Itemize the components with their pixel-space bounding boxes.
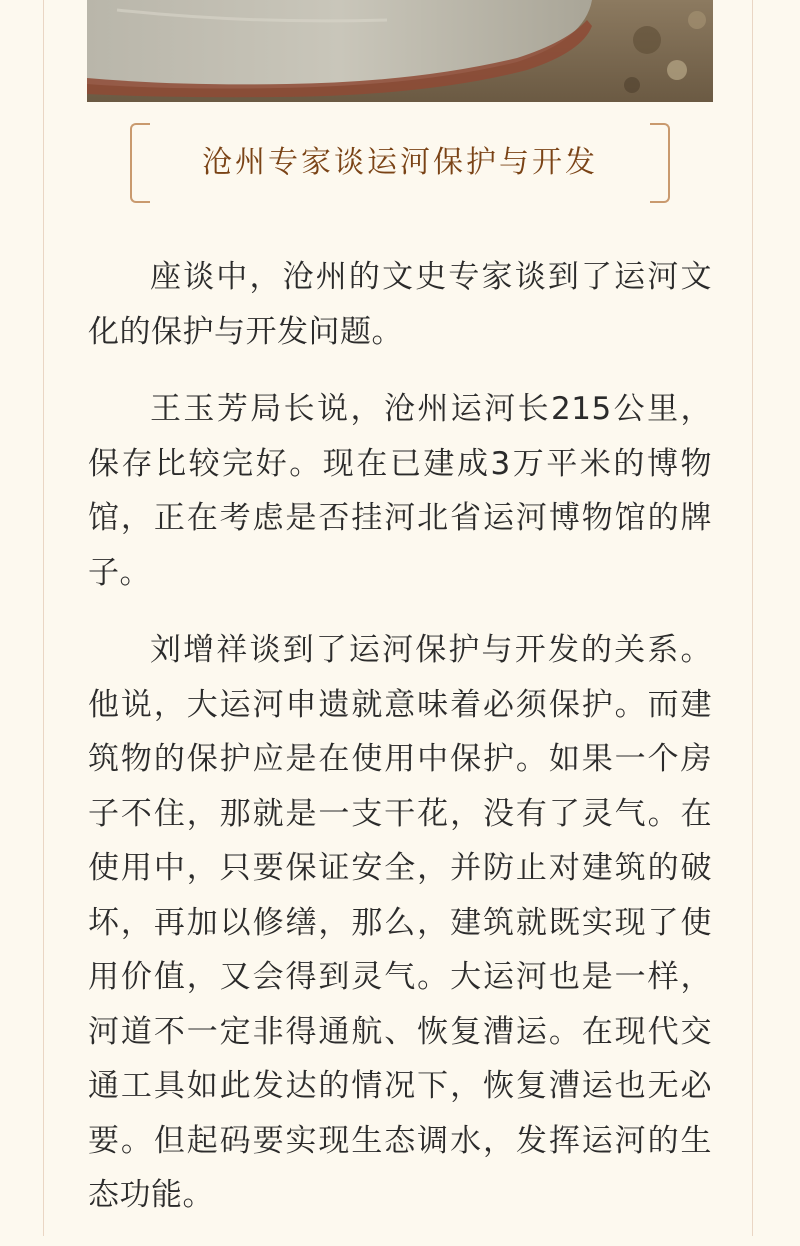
frame-corner xyxy=(650,123,670,143)
paragraph: 刘增祥谈到了运河保护与开发的关系。他说，大运河申遗就意味着必须保护。而建筑物的保护应是在使用中保护。如果一个房子不住，那就是一支干花，没有了灵气。在使用中，只要保证安全，并防止对建筑的破坏，再加以修缮，那么，建筑就既实现了使用价值，又会得到灵气。大运河也是一样，河道不一定非得通航、恢复漕运。在现代交通工具如此发达的情况下，恢复漕运也无必要。但起码要实现生态调水，发挥运河的生态功能。 xyxy=(88,632,712,1213)
section-title-frame xyxy=(130,123,670,203)
left-border-line xyxy=(43,0,44,1236)
paragraph: 座谈中，沧州的文史专家谈到了运河文化的保护与开发问题。 xyxy=(88,259,712,350)
frame-corner xyxy=(650,183,670,203)
frame-corner xyxy=(130,123,150,143)
section-title: 沧州专家谈运河保护与开发 xyxy=(202,145,598,180)
frame-corner xyxy=(130,183,150,203)
right-border-line xyxy=(752,0,753,1236)
article-body xyxy=(88,250,712,1246)
paragraph: 王玉芳局长说，沧州运河长215公里，保存比较完好。现在已建成3万平米的博物馆，正在考虑是否挂河北省运河博物馆的牌子。 xyxy=(88,391,712,591)
article-photo xyxy=(87,0,713,102)
